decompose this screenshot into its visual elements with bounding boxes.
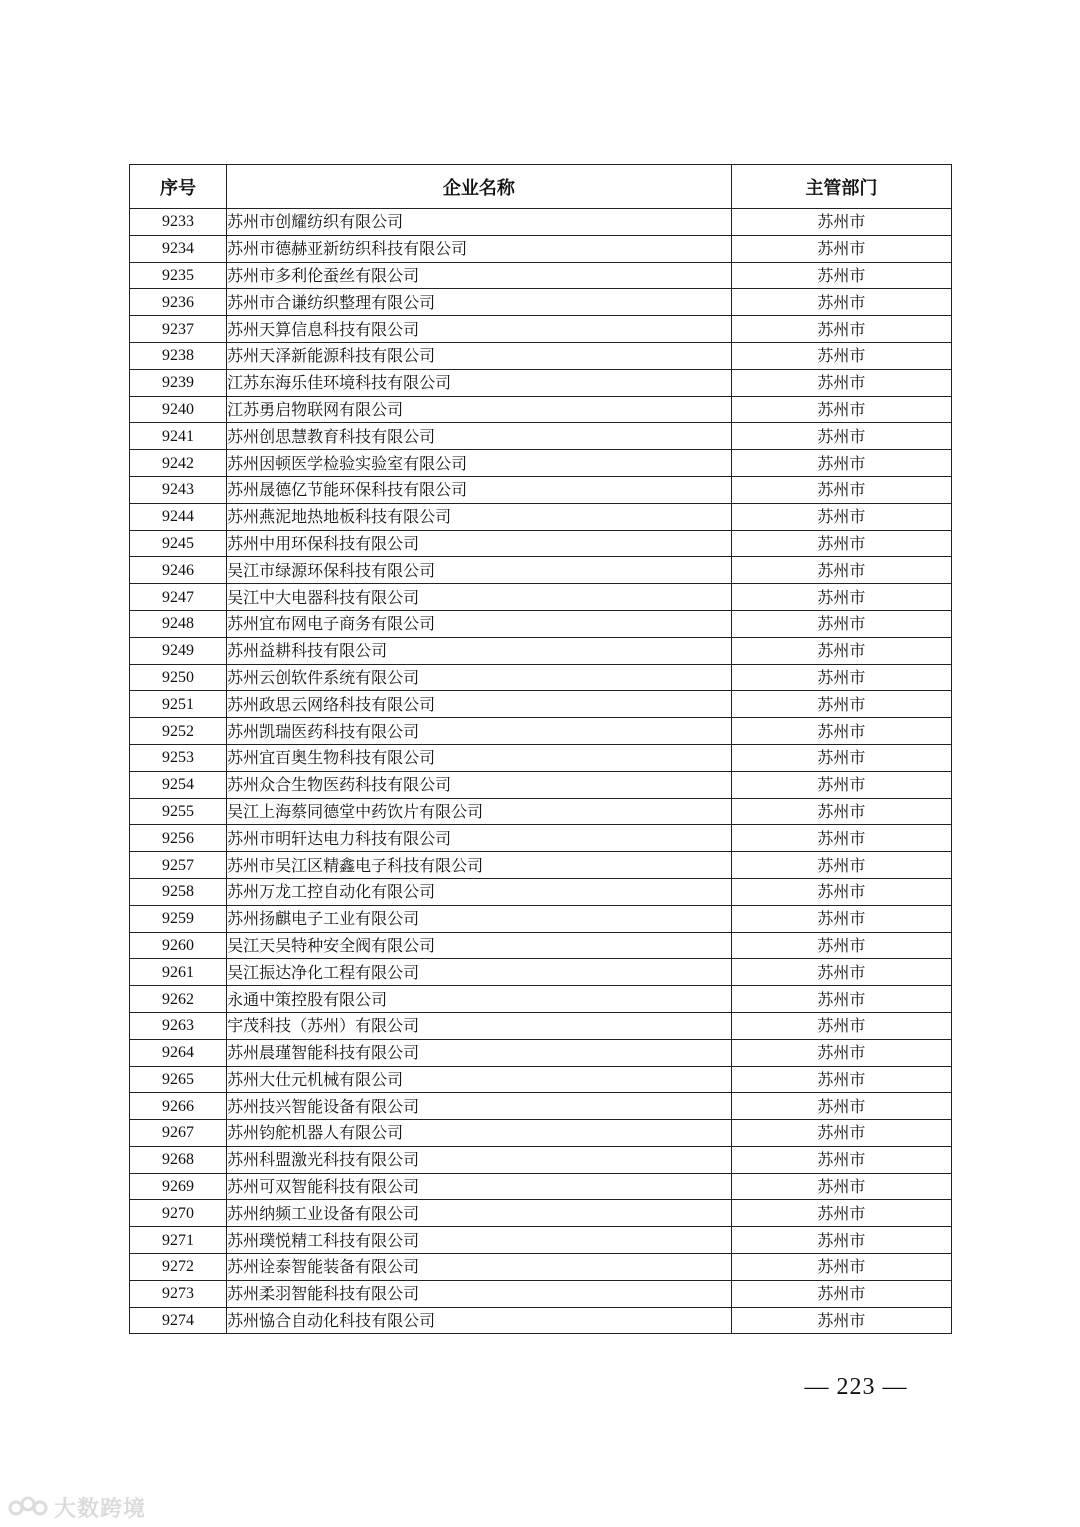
department-cell: 苏州市 xyxy=(731,691,951,718)
table-row xyxy=(130,450,952,477)
department-cell: 苏州市 xyxy=(731,530,951,557)
enterprise-name-cell: 苏州市明轩达电力科技有限公司 xyxy=(227,825,732,852)
department-cell: 苏州市 xyxy=(731,986,951,1013)
table-row xyxy=(130,342,952,369)
serial-number-cell: 9234 xyxy=(130,235,227,262)
serial-number-cell: 9239 xyxy=(130,369,227,396)
serial-number-cell: 9257 xyxy=(130,852,227,879)
table-row xyxy=(130,1012,952,1039)
department-cell: 苏州市 xyxy=(731,771,951,798)
enterprise-name-cell: 苏州市合谦纺织整理有限公司 xyxy=(227,289,732,316)
serial-number-cell: 9268 xyxy=(130,1146,227,1173)
table-body xyxy=(130,209,952,1334)
serial-number-cell: 9262 xyxy=(130,986,227,1013)
table-row xyxy=(130,878,952,905)
table-row xyxy=(130,744,952,771)
table-row xyxy=(130,1093,952,1120)
table-row xyxy=(130,584,952,611)
enterprise-name-cell: 吴江天吴特种安全阀有限公司 xyxy=(227,932,732,959)
department-cell: 苏州市 xyxy=(731,450,951,477)
table-row xyxy=(130,1146,952,1173)
serial-number-cell: 9273 xyxy=(130,1280,227,1307)
enterprise-name-cell: 苏州晟德亿节能环保科技有限公司 xyxy=(227,476,732,503)
serial-number-cell: 9249 xyxy=(130,637,227,664)
department-cell: 苏州市 xyxy=(731,423,951,450)
enterprise-name-cell: 吴江中大电器科技有限公司 xyxy=(227,584,732,611)
enterprise-name-cell: 吴江振达净化工程有限公司 xyxy=(227,959,732,986)
table-row xyxy=(130,691,952,718)
table-row xyxy=(130,798,952,825)
department-cell: 苏州市 xyxy=(731,878,951,905)
enterprise-name-cell: 苏州市吴江区精鑫电子科技有限公司 xyxy=(227,852,732,879)
enterprise-name-cell: 苏州诠泰智能装备有限公司 xyxy=(227,1254,732,1281)
department-cell: 苏州市 xyxy=(731,316,951,343)
department-cell: 苏州市 xyxy=(731,1200,951,1227)
department-cell: 苏州市 xyxy=(731,1093,951,1120)
serial-number-cell: 9255 xyxy=(130,798,227,825)
table-row xyxy=(130,1307,952,1334)
department-cell: 苏州市 xyxy=(731,637,951,664)
page-number: — 223 — xyxy=(804,1374,908,1400)
department-cell: 苏州市 xyxy=(731,262,951,289)
table-row xyxy=(130,1200,952,1227)
serial-number-cell: 9252 xyxy=(130,718,227,745)
enterprise-name-cell: 苏州凯瑞医药科技有限公司 xyxy=(227,718,732,745)
watermark-logo-icon xyxy=(8,1494,48,1520)
serial-number-cell: 9247 xyxy=(130,584,227,611)
serial-number-cell: 9240 xyxy=(130,396,227,423)
enterprise-name-cell: 苏州柔羽智能科技有限公司 xyxy=(227,1280,732,1307)
department-cell: 苏州市 xyxy=(731,852,951,879)
serial-number-cell: 9242 xyxy=(130,450,227,477)
table-row xyxy=(130,530,952,557)
table-row xyxy=(130,771,952,798)
serial-number-cell: 9254 xyxy=(130,771,227,798)
serial-number-cell: 9248 xyxy=(130,610,227,637)
table-row xyxy=(130,852,952,879)
serial-number-cell: 9245 xyxy=(130,530,227,557)
enterprise-name-cell: 宇茂科技（苏州）有限公司 xyxy=(227,1012,732,1039)
table-row xyxy=(130,423,952,450)
department-cell: 苏州市 xyxy=(731,1280,951,1307)
serial-number-cell: 9243 xyxy=(130,476,227,503)
serial-number-cell: 9261 xyxy=(130,959,227,986)
table-row xyxy=(130,289,952,316)
enterprise-name-cell: 苏州天泽新能源科技有限公司 xyxy=(227,342,732,369)
enterprise-table xyxy=(129,164,952,1334)
serial-number-cell: 9238 xyxy=(130,342,227,369)
table-row xyxy=(130,1120,952,1147)
enterprise-name-cell: 苏州益耕科技有限公司 xyxy=(227,637,732,664)
serial-number-cell: 9258 xyxy=(130,878,227,905)
department-cell: 苏州市 xyxy=(731,235,951,262)
enterprise-name-cell: 吴江上海蔡同德堂中药饮片有限公司 xyxy=(227,798,732,825)
department-cell: 苏州市 xyxy=(731,932,951,959)
watermark-text: 大数跨境 xyxy=(54,1496,147,1522)
department-cell: 苏州市 xyxy=(731,289,951,316)
department-cell: 苏州市 xyxy=(731,209,951,236)
department-cell: 苏州市 xyxy=(731,610,951,637)
department-cell: 苏州市 xyxy=(731,1146,951,1173)
enterprise-name-cell: 苏州因顿医学检验实验室有限公司 xyxy=(227,450,732,477)
table-row xyxy=(130,664,952,691)
header-serial-number: 序号 xyxy=(130,165,227,209)
enterprise-name-cell: 永通中策控股有限公司 xyxy=(227,986,732,1013)
serial-number-cell: 9263 xyxy=(130,1012,227,1039)
enterprise-name-cell: 苏州恊合自动化科技有限公司 xyxy=(227,1307,732,1334)
department-cell: 苏州市 xyxy=(731,1254,951,1281)
table-header-row xyxy=(130,165,952,209)
enterprise-name-cell: 苏州万龙工控自动化有限公司 xyxy=(227,878,732,905)
department-cell: 苏州市 xyxy=(731,503,951,530)
enterprise-name-cell: 江苏勇启物联网有限公司 xyxy=(227,396,732,423)
enterprise-name-cell: 苏州宜布网电子商务有限公司 xyxy=(227,610,732,637)
serial-number-cell: 9274 xyxy=(130,1307,227,1334)
department-cell: 苏州市 xyxy=(731,905,951,932)
department-cell: 苏州市 xyxy=(731,396,951,423)
table-row xyxy=(130,396,952,423)
serial-number-cell: 9259 xyxy=(130,905,227,932)
serial-number-cell: 9253 xyxy=(130,744,227,771)
serial-number-cell: 9236 xyxy=(130,289,227,316)
enterprise-name-cell: 苏州市德赫亚新纺织科技有限公司 xyxy=(227,235,732,262)
serial-number-cell: 9251 xyxy=(130,691,227,718)
table-row xyxy=(130,557,952,584)
table-row xyxy=(130,503,952,530)
serial-number-cell: 9241 xyxy=(130,423,227,450)
table-row xyxy=(130,637,952,664)
department-cell: 苏州市 xyxy=(731,664,951,691)
table-row xyxy=(130,1066,952,1093)
serial-number-cell: 9244 xyxy=(130,503,227,530)
department-cell: 苏州市 xyxy=(731,825,951,852)
department-cell: 苏州市 xyxy=(731,584,951,611)
enterprise-name-cell: 吴江市绿源环保科技有限公司 xyxy=(227,557,732,584)
table-row xyxy=(130,209,952,236)
department-cell: 苏州市 xyxy=(731,798,951,825)
department-cell: 苏州市 xyxy=(731,1227,951,1254)
watermark xyxy=(8,1490,146,1524)
table-row xyxy=(130,1254,952,1281)
enterprise-name-cell: 苏州大仕元机械有限公司 xyxy=(227,1066,732,1093)
enterprise-name-cell: 苏州众合生物医药科技有限公司 xyxy=(227,771,732,798)
header-department: 主管部门 xyxy=(731,165,951,209)
table-row xyxy=(130,932,952,959)
table-row xyxy=(130,1039,952,1066)
enterprise-name-cell: 苏州云创软件系统有限公司 xyxy=(227,664,732,691)
department-cell: 苏州市 xyxy=(731,1307,951,1334)
department-cell: 苏州市 xyxy=(731,342,951,369)
enterprise-name-cell: 苏州天算信息科技有限公司 xyxy=(227,316,732,343)
table-row xyxy=(130,1173,952,1200)
serial-number-cell: 9233 xyxy=(130,209,227,236)
enterprise-name-cell: 苏州晨瑾智能科技有限公司 xyxy=(227,1039,732,1066)
table-row xyxy=(130,369,952,396)
department-cell: 苏州市 xyxy=(731,744,951,771)
table-row xyxy=(130,718,952,745)
table-row xyxy=(130,262,952,289)
enterprise-name-cell: 苏州技兴智能设备有限公司 xyxy=(227,1093,732,1120)
department-cell: 苏州市 xyxy=(731,476,951,503)
table-row xyxy=(130,986,952,1013)
enterprise-name-cell: 苏州市多利伦蚕丝有限公司 xyxy=(227,262,732,289)
serial-number-cell: 9237 xyxy=(130,316,227,343)
enterprise-name-cell: 苏州扬麒电子工业有限公司 xyxy=(227,905,732,932)
enterprise-name-cell: 苏州政思云网络科技有限公司 xyxy=(227,691,732,718)
table-row xyxy=(130,959,952,986)
enterprise-name-cell: 苏州燕泥地热地板科技有限公司 xyxy=(227,503,732,530)
department-cell: 苏州市 xyxy=(731,959,951,986)
table-row xyxy=(130,610,952,637)
serial-number-cell: 9246 xyxy=(130,557,227,584)
table-row xyxy=(130,316,952,343)
department-cell: 苏州市 xyxy=(731,1012,951,1039)
enterprise-name-cell: 苏州钧舵机器人有限公司 xyxy=(227,1120,732,1147)
serial-number-cell: 9250 xyxy=(130,664,227,691)
department-cell: 苏州市 xyxy=(731,369,951,396)
enterprise-name-cell: 苏州纳频工业设备有限公司 xyxy=(227,1200,732,1227)
department-cell: 苏州市 xyxy=(731,1039,951,1066)
enterprise-name-cell: 苏州宜百奥生物科技有限公司 xyxy=(227,744,732,771)
enterprise-name-cell: 苏州科盟激光科技有限公司 xyxy=(227,1146,732,1173)
serial-number-cell: 9266 xyxy=(130,1093,227,1120)
serial-number-cell: 9265 xyxy=(130,1066,227,1093)
table-row xyxy=(130,476,952,503)
enterprise-name-cell: 苏州创思慧教育科技有限公司 xyxy=(227,423,732,450)
table-row xyxy=(130,905,952,932)
serial-number-cell: 9272 xyxy=(130,1254,227,1281)
header-enterprise-name: 企业名称 xyxy=(227,165,732,209)
department-cell: 苏州市 xyxy=(731,557,951,584)
serial-number-cell: 9260 xyxy=(130,932,227,959)
enterprise-name-cell: 江苏东海乐佳环境科技有限公司 xyxy=(227,369,732,396)
enterprise-name-cell: 苏州市创耀纺织有限公司 xyxy=(227,209,732,236)
serial-number-cell: 9271 xyxy=(130,1227,227,1254)
department-cell: 苏州市 xyxy=(731,1120,951,1147)
enterprise-name-cell: 苏州璞悦精工科技有限公司 xyxy=(227,1227,732,1254)
department-cell: 苏州市 xyxy=(731,1066,951,1093)
table-row xyxy=(130,1280,952,1307)
enterprise-name-cell: 苏州可双智能科技有限公司 xyxy=(227,1173,732,1200)
department-cell: 苏州市 xyxy=(731,718,951,745)
serial-number-cell: 9235 xyxy=(130,262,227,289)
table-row xyxy=(130,825,952,852)
serial-number-cell: 9256 xyxy=(130,825,227,852)
serial-number-cell: 9264 xyxy=(130,1039,227,1066)
table-row xyxy=(130,1227,952,1254)
serial-number-cell: 9270 xyxy=(130,1200,227,1227)
serial-number-cell: 9269 xyxy=(130,1173,227,1200)
serial-number-cell: 9267 xyxy=(130,1120,227,1147)
table-row xyxy=(130,235,952,262)
department-cell: 苏州市 xyxy=(731,1173,951,1200)
enterprise-name-cell: 苏州中用环保科技有限公司 xyxy=(227,530,732,557)
